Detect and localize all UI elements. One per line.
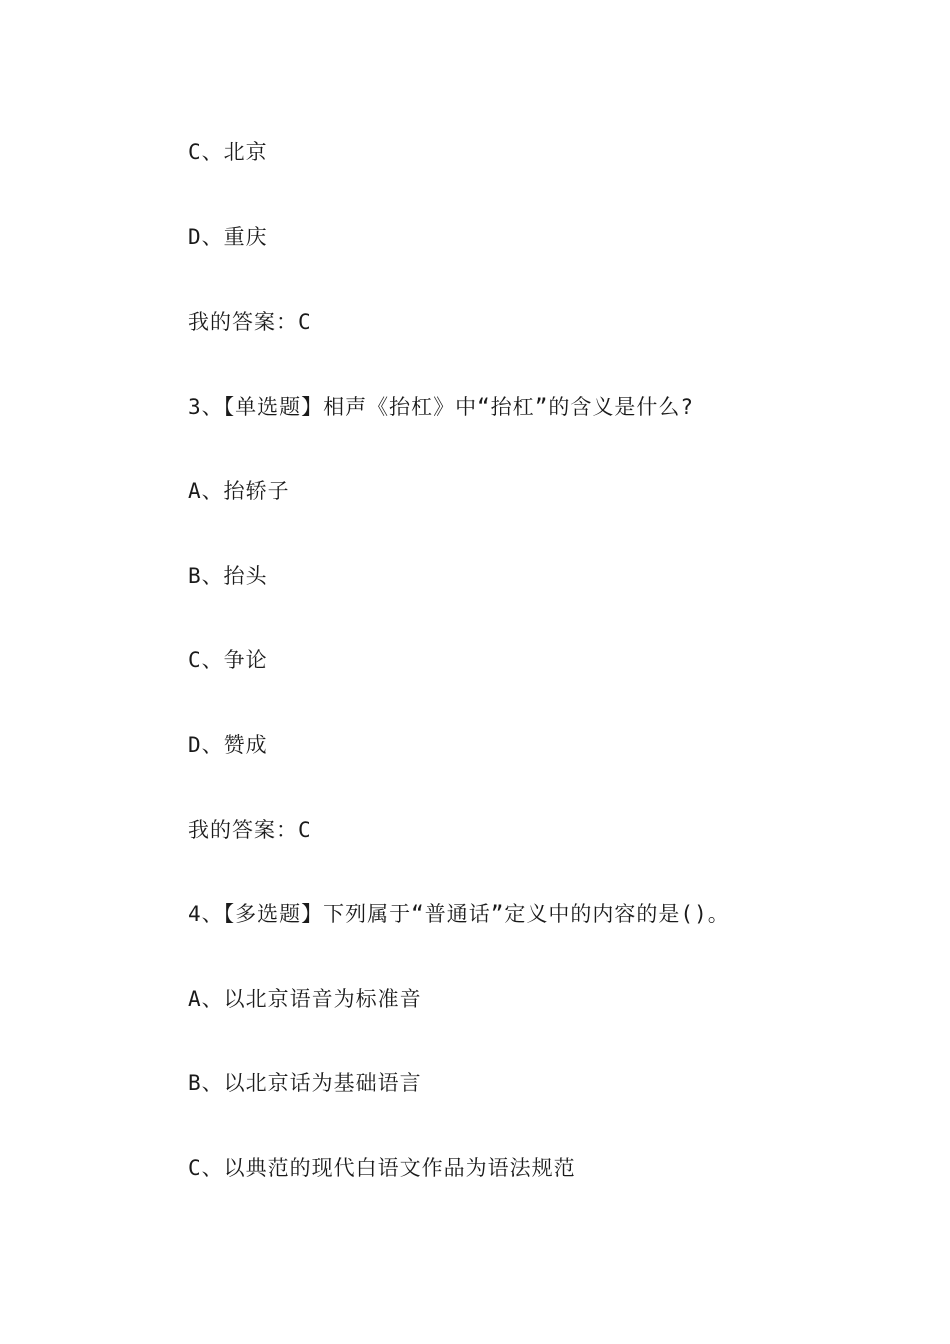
- q3-option-b: B、抬头: [188, 564, 268, 588]
- q3-my-answer: 我的答案：C: [188, 818, 312, 842]
- q2-my-answer: 我的答案：C: [188, 310, 312, 334]
- q3-option-d: D、赞成: [188, 733, 268, 757]
- q4-stem: 4、【多选题】下列属于“普通话”定义中的内容的是()。: [188, 902, 730, 926]
- q3-option-a: A、抬轿子: [188, 479, 290, 503]
- q2-option-d: D、重庆: [188, 225, 268, 249]
- q4-option-c: C、以典范的现代白语文作品为语法规范: [188, 1156, 576, 1180]
- q3-stem: 3、【单选题】相声《抬杠》中“抬杠”的含义是什么?: [188, 395, 695, 419]
- q4-option-b: B、以北京话为基础语言: [188, 1071, 422, 1095]
- q2-option-c: C、北京: [188, 140, 268, 164]
- q3-option-c: C、争论: [188, 648, 268, 672]
- q4-option-a: A、以北京语音为标准音: [188, 987, 422, 1011]
